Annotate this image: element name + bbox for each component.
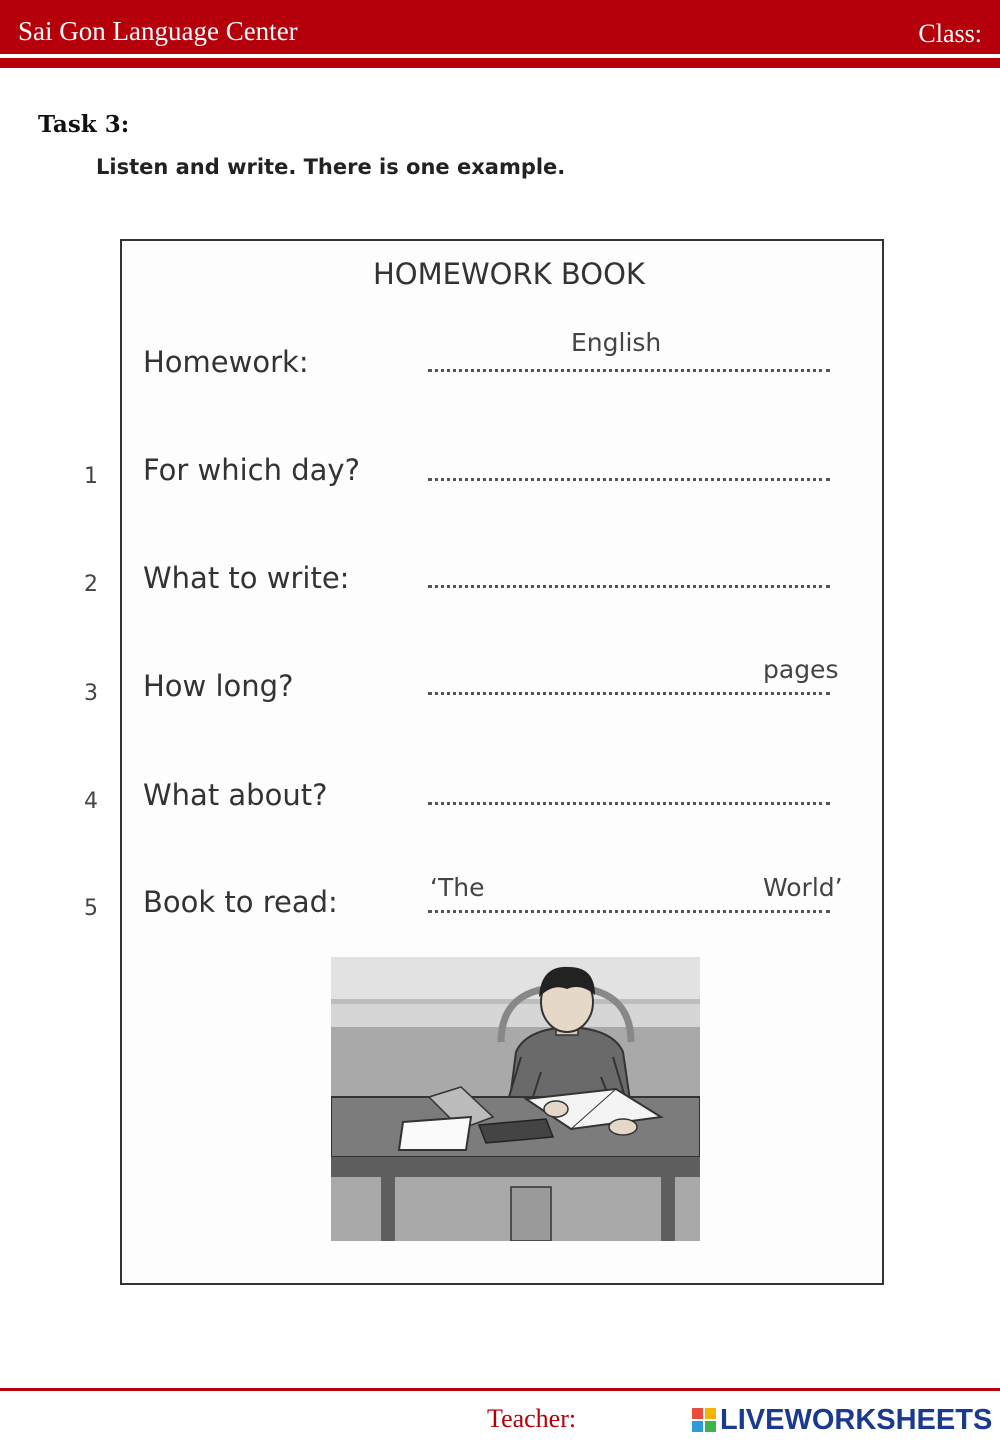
row-number-4: 4	[84, 789, 98, 814]
example-answer: English	[571, 328, 662, 357]
liveworksheets-logo[interactable]	[692, 1402, 992, 1438]
book-title-suffix: World’	[763, 873, 843, 902]
answer-line-example	[428, 369, 830, 372]
footer-line	[0, 1388, 1000, 1391]
row-label-2: What to write:	[143, 561, 350, 595]
answer-input-5[interactable]	[428, 910, 830, 913]
row-label-4: What about?	[143, 778, 328, 812]
row-number-3: 3	[84, 681, 98, 706]
task-title: Task 3:	[38, 111, 130, 138]
header-underline	[0, 58, 1000, 68]
row-number-2: 2	[84, 572, 98, 597]
center-name: Sai Gon Language Center	[18, 16, 298, 46]
row-number-5: 5	[84, 896, 98, 921]
pages-suffix: pages	[763, 655, 839, 684]
row-label-homework: Homework:	[143, 345, 309, 379]
row-label-3: How long?	[143, 669, 294, 703]
book-title: HOMEWORK BOOK	[373, 257, 645, 291]
answer-input-4[interactable]	[428, 802, 830, 805]
liveworksheets-logo-icon	[692, 1408, 716, 1432]
answer-input-1[interactable]	[428, 478, 830, 481]
row-number-1: 1	[84, 464, 98, 489]
class-label: Class:	[918, 19, 982, 48]
row-label-1: For which day?	[143, 453, 360, 487]
teacher-label: Teacher:	[487, 1404, 577, 1433]
liveworksheets-logo-text: LIVEWORKSHEETS	[720, 1403, 993, 1436]
answer-input-2[interactable]	[428, 585, 830, 588]
book-title-prefix: ‘The	[430, 873, 485, 902]
header-bar	[0, 0, 1000, 54]
boy-doing-homework-illustration	[331, 957, 700, 1241]
answer-input-3[interactable]	[428, 692, 830, 695]
row-label-5: Book to read:	[143, 885, 338, 919]
task-instruction: Listen and write. There is one example.	[96, 155, 566, 179]
